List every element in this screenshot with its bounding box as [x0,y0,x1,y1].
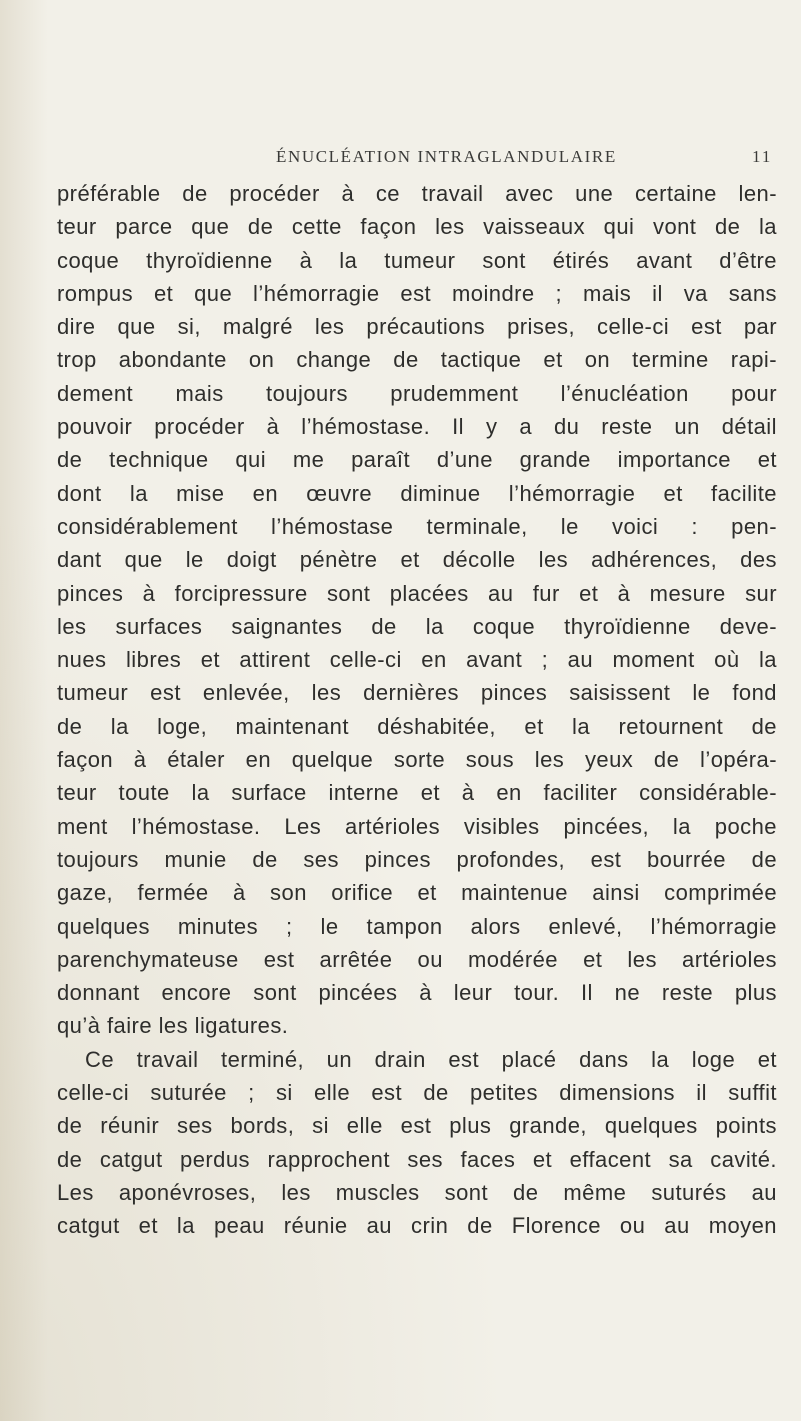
text-line: dant que le doigt pénètre et décolle les adhérences, des [57,547,777,573]
text-line: dire que si, malgré les précautions prises, celle-ci est par [57,314,777,340]
text-line: pouvoir procéder à l’hémostase. Il y a du reste un détail [57,414,777,440]
text-line: tumeur est enlevée, les dernières pinces saisissent le fond [57,680,777,706]
text-line: de réunir ses bords, si elle est plus grande, quelques points [57,1113,777,1139]
text-line: considérablement l’hémostase terminale, le voici : pen- [57,513,777,539]
text-line: Les aponévroses, les muscles sont de même suturés au [57,1179,777,1205]
text-line: toujours munie de ses pinces profondes, est bourrée de [57,846,777,872]
text-line: quelques minutes ; le tampon alors enlevé, l’hémorragie [57,913,777,939]
text-line: celle-ci suturée ; si elle est de petites dimensions il suffit [57,1080,777,1106]
text-line: les surfaces saignantes de la coque thyroïdienne deve- [57,613,777,639]
text-line: de technique qui me paraît d’une grande importance et [57,447,777,473]
text-line: pinces à forcipressure sont placées au fur et à mesure sur [57,580,777,606]
running-title: ÉNUCLÉATION INTRAGLANDULAIRE [276,147,617,166]
text-line: parenchymateuse est arrêtée ou modérée et les artérioles [57,946,777,972]
text-line: rompus et que l’hémorragie est moindre ; mais il va sans [57,280,777,306]
paragraph-start-line: Ce travail terminé, un drain est placé dans la loge et [85,1046,777,1072]
text-line: catgut et la peau réunie au crin de Florence ou au moyen [57,1213,777,1239]
text-line: ment l’hémostase. Les artérioles visibles pincées, la poche [57,813,777,839]
text-line: teur parce que de cette façon les vaisseaux qui vont de la [57,214,777,240]
text-line: façon à étaler en quelque sorte sous les yeux de l’opéra- [57,747,777,773]
text-line: teur toute la surface interne et à en faciliter considérable- [57,780,777,806]
text-line: de catgut perdus rapprochent ses faces et effacent sa cavité. [57,1146,777,1172]
text-line: préférable de procéder à ce travail avec une certaine len- [57,181,777,206]
text-line: gaze, fermée à son orifice et maintenue ainsi comprimée [57,880,777,906]
text-line: nues libres et attirent celle-ci en avant ; au moment où la [57,647,777,673]
text-line: dont la mise en œuvre diminue l’hémorragie et facilite [57,480,777,506]
text-line: donnant encore sont pincées à leur tour. Il ne reste plus [57,980,777,1006]
text-line: de la loge, maintenant déshabitée, et la retournent de [57,713,777,739]
body-text [57,177,777,1243]
page-number: 11 [752,147,773,166]
paragraph-end-line: qu’à faire les ligatures. [57,1013,289,1039]
running-header [0,147,801,171]
text-line: dement mais toujours prudemment l’énucléation pour [57,380,777,406]
text-line: trop abondante on change de tactique et on termine rapi- [57,347,777,373]
text-line: coque thyroïdienne à la tumeur sont étirés avant d’être [57,247,777,273]
